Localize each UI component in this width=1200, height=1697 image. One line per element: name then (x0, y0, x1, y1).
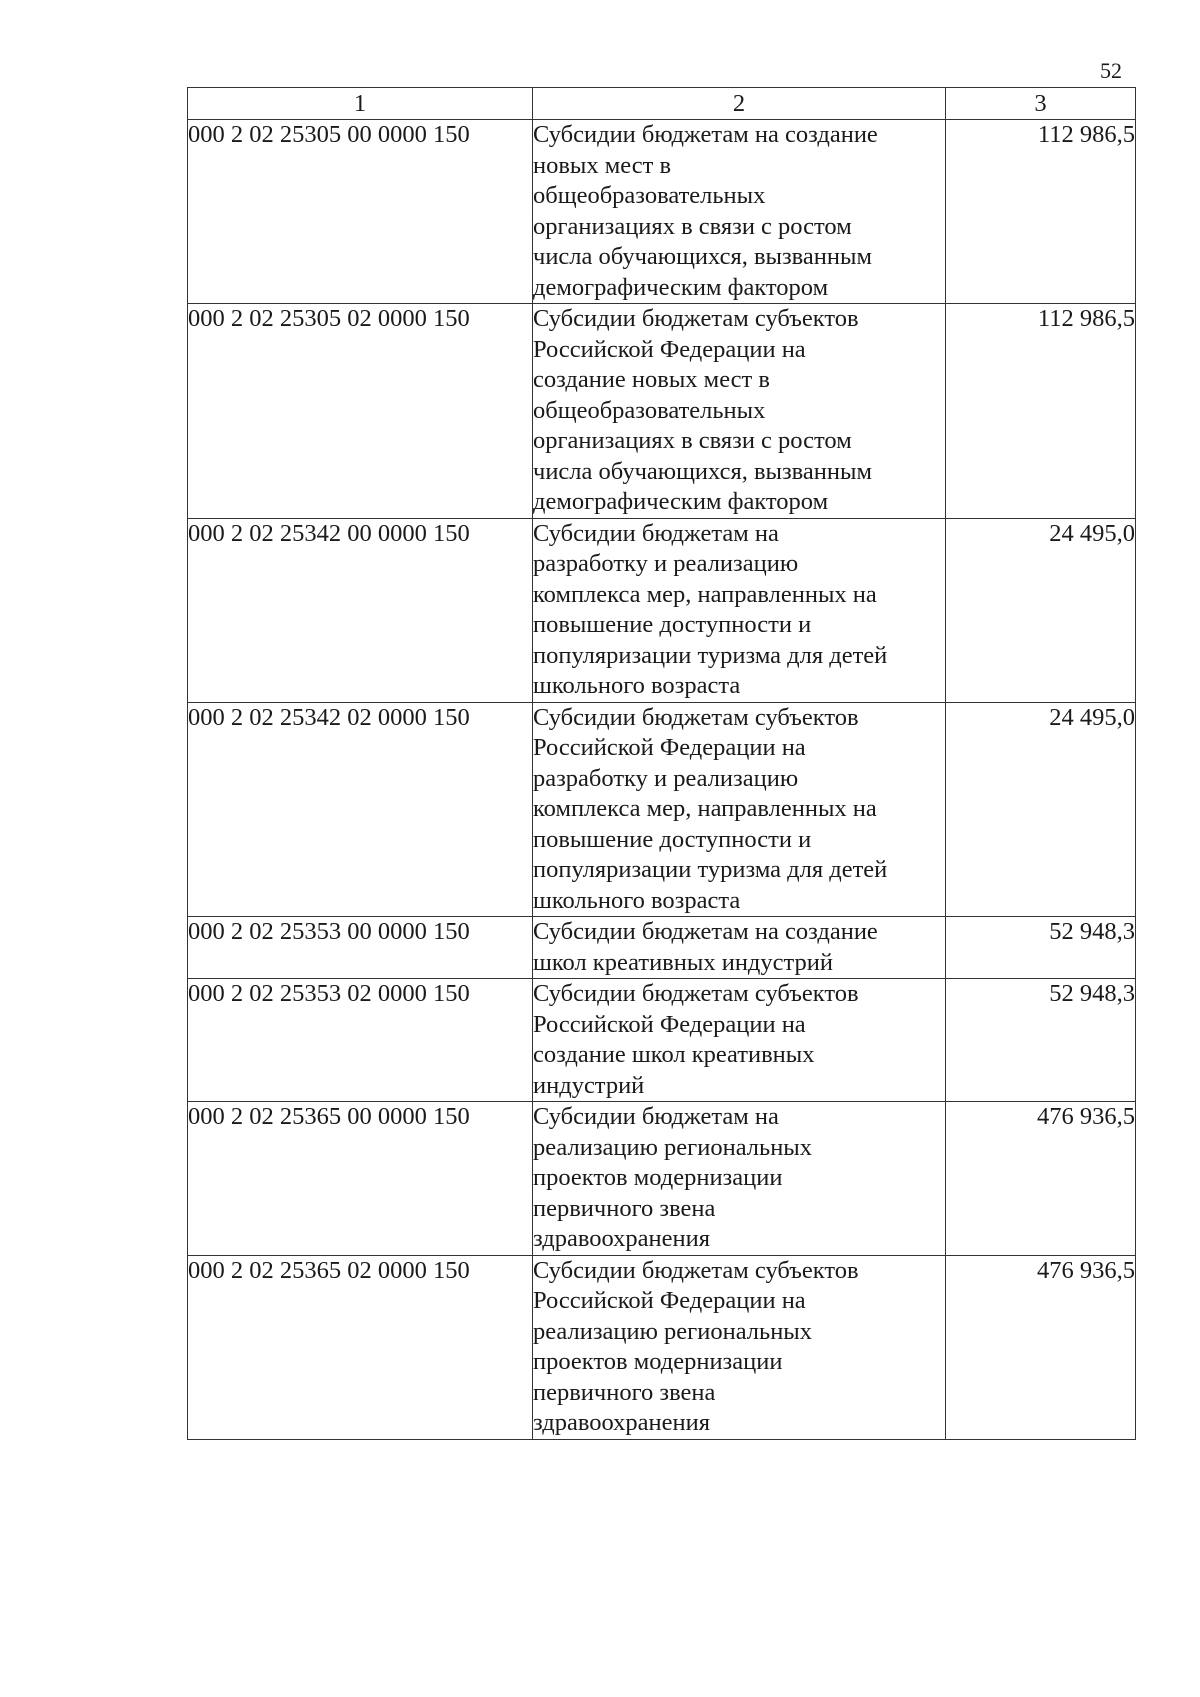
description-line: комплекса мер, направленных на (533, 795, 877, 822)
budget-code-cell: 000 2 02 25365 02 0000 150 (188, 1255, 533, 1439)
header-row (188, 88, 1136, 120)
description-line: школьного возраста (533, 886, 741, 914)
description-line: демографическим фактором (533, 488, 829, 515)
description-line: создание новых мест в (533, 366, 770, 393)
description-line: Субсидии бюджетам субъектов (533, 703, 859, 731)
description-line: первичного звена (533, 1378, 716, 1406)
table-row (188, 518, 1136, 702)
budget-code-cell: 000 2 02 25305 00 0000 150 (188, 120, 533, 304)
amount-cell: 112 986,5 (946, 304, 1136, 519)
description-cell (533, 702, 946, 917)
description-line: повышение доступности и (533, 825, 812, 853)
amount-cell: 24 495,0 (946, 518, 1136, 702)
description-line: Субсидии бюджетам на создание (533, 918, 878, 945)
budget-code-cell: 000 2 02 25365 00 0000 150 (188, 1102, 533, 1256)
table-row (188, 917, 1136, 979)
description-cell (533, 917, 946, 979)
column-header-1: 1 (188, 88, 533, 120)
description-line: организациях в связи с ростом (533, 212, 852, 240)
description-line: Субсидии бюджетам субъектов (533, 1256, 859, 1284)
budget-code-cell: 000 2 02 25342 02 0000 150 (188, 702, 533, 917)
description-line: Субсидии бюджетам на (533, 1103, 779, 1130)
budget-code-cell: 000 2 02 25353 00 0000 150 (188, 917, 533, 979)
description-line: организациях в связи с ростом (533, 427, 852, 454)
description-line: школьного возраста (533, 672, 741, 699)
table-row (188, 979, 1136, 1102)
description-line: общеобразовательных (533, 396, 766, 424)
description-line: проектов модернизации (533, 1348, 783, 1375)
description-line: повышение доступности и (533, 611, 812, 638)
description-line: Субсидии бюджетам на создание (533, 121, 878, 148)
description-line: первичного звена (533, 1194, 716, 1222)
description-cell (533, 304, 946, 519)
description-line: Российской Федерации на (533, 335, 806, 363)
description-line: создание школ креативных (533, 1041, 815, 1068)
description-line: Субсидии бюджетам субъектов (533, 980, 859, 1007)
description-line: школ креативных индустрий (533, 948, 833, 976)
description-line: Субсидии бюджетам субъектов (533, 305, 859, 332)
budget-code-cell: 000 2 02 25353 02 0000 150 (188, 979, 533, 1102)
description-line: Российской Федерации на (533, 734, 806, 761)
description-line: Российской Федерации на (533, 1010, 806, 1038)
table-row (188, 702, 1136, 917)
description-line: Российской Федерации на (533, 1287, 806, 1314)
description-line: комплекса мер, направленных на (533, 580, 877, 608)
description-line: популяризации туризма для детей (533, 641, 888, 669)
amount-cell: 476 936,5 (946, 1102, 1136, 1256)
description-line: демографическим фактором (533, 273, 829, 301)
description-line: общеобразовательных (533, 182, 766, 209)
description-line: здравоохранения (533, 1409, 710, 1436)
description-cell (533, 120, 946, 304)
amount-cell: 52 948,3 (946, 917, 1136, 979)
description-line: числа обучающихся, вызванным (533, 457, 872, 485)
amount-cell: 112 986,5 (946, 120, 1136, 304)
amount-cell: 24 495,0 (946, 702, 1136, 917)
table-row (188, 304, 1136, 519)
description-line: здравоохранения (533, 1225, 710, 1252)
description-line: разработку и реализацию (533, 764, 799, 792)
table-body (188, 120, 1136, 1440)
description-line: популяризации туризма для детей (533, 856, 888, 883)
description-cell (533, 518, 946, 702)
description-cell (533, 979, 946, 1102)
description-cell (533, 1255, 946, 1439)
budget-table (187, 87, 1136, 1440)
budget-code-cell: 000 2 02 25342 00 0000 150 (188, 518, 533, 702)
description-line: числа обучающихся, вызванным (533, 243, 872, 270)
description-line: реализацию региональных (533, 1133, 813, 1161)
budget-code-cell: 000 2 02 25305 02 0000 150 (188, 304, 533, 519)
table-row (188, 120, 1136, 304)
description-line: проектов модернизации (533, 1164, 783, 1191)
table-row (188, 1255, 1136, 1439)
description-line: разработку и реализацию (533, 550, 799, 577)
description-line: индустрий (533, 1071, 645, 1099)
description-line: реализацию региональных (533, 1317, 813, 1345)
column-header-3: 3 (946, 88, 1136, 120)
column-header-2: 2 (533, 88, 946, 120)
table-row (188, 1102, 1136, 1256)
amount-cell: 476 936,5 (946, 1255, 1136, 1439)
description-line: новых мест в (533, 151, 672, 179)
amount-cell: 52 948,3 (946, 979, 1136, 1102)
page-number: 52 (1100, 58, 1122, 83)
description-cell (533, 1102, 946, 1256)
description-line: Субсидии бюджетам на (533, 519, 779, 547)
